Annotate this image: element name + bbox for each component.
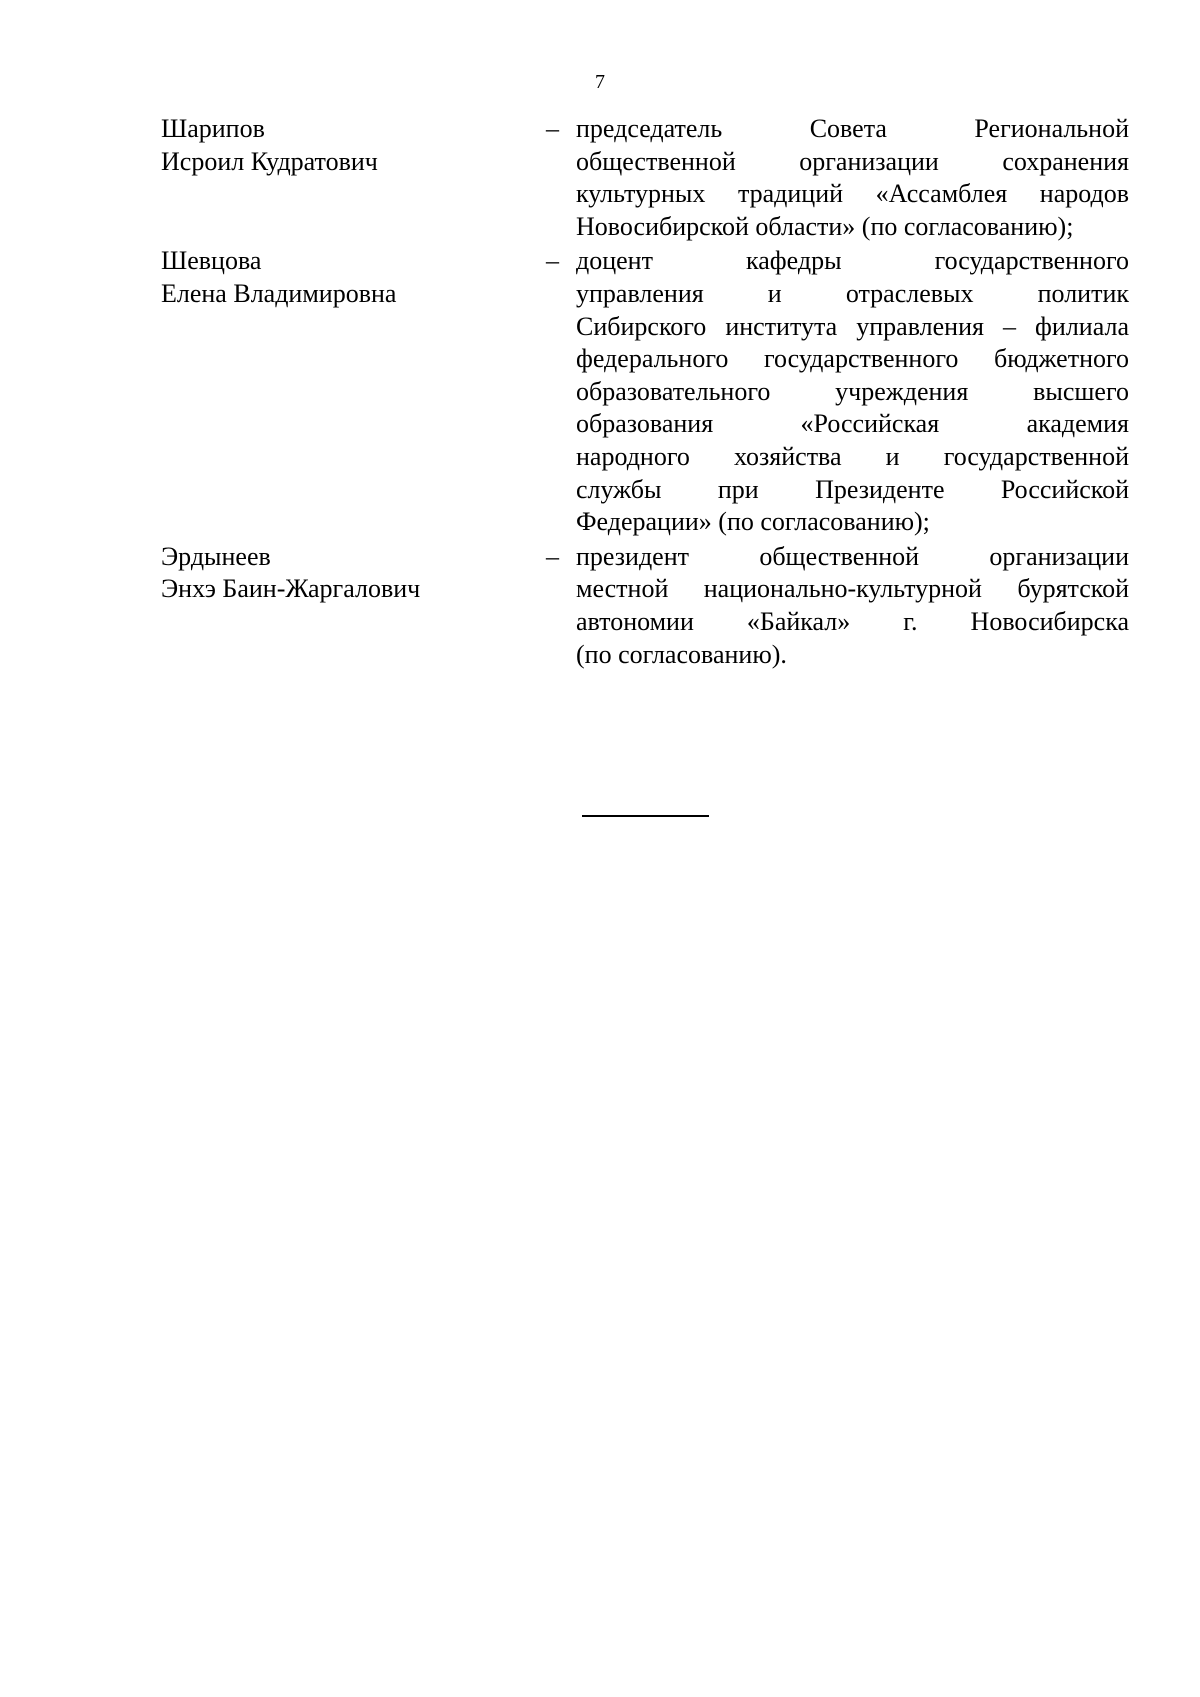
member-surname: Эрдынеев [161, 541, 271, 571]
position-line: культурных традиций «Ассамблея народов [576, 179, 1129, 209]
position-line: общественной организации сохранения [576, 146, 1129, 176]
member-surname: Шарипов [161, 114, 265, 143]
position-line: доцент кафедры государственного [576, 246, 1129, 276]
position-line: Федерации» (по согласованию); [576, 507, 930, 537]
member-position [576, 541, 1129, 671]
position-line: народного хозяйства и государственной [576, 441, 1129, 471]
position-line: образования «Российская академия [576, 409, 1129, 439]
position-line: президент общественной организации [576, 541, 1129, 571]
end-of-list-rule [582, 815, 709, 817]
position-line: Сибирского института управления – филиала [576, 311, 1129, 341]
list-item [161, 113, 1131, 243]
position-line: местной национально-культурной бурятской [576, 574, 1129, 604]
position-line: управления и отраслевых политик [576, 278, 1129, 308]
separator-dash: – [546, 246, 559, 276]
position-line: автономии «Байкал» г. Новосибирска [576, 606, 1129, 636]
list-item [161, 541, 1131, 671]
member-name [161, 245, 546, 538]
member-given-names: Энхэ Баин-Жаргалович [161, 574, 421, 604]
member-name [161, 113, 546, 243]
member-position [576, 113, 1129, 243]
position-line: образовательного учреждения высшего [576, 376, 1129, 406]
separator-dash: – [546, 114, 559, 143]
separator-dash: – [546, 541, 559, 571]
position-line: федерального государственного бюджетного [576, 344, 1129, 374]
position-line: (по согласованию). [576, 639, 787, 669]
page-number: 7 [595, 71, 605, 93]
member-given-names: Исроил Кудратович [161, 146, 378, 176]
position-line: председатель Совета Региональной [576, 114, 1129, 143]
member-position [576, 245, 1129, 538]
position-line: Новосибирской области» (по согласованию); [576, 211, 1074, 241]
member-given-names: Елена Владимировна [161, 278, 397, 308]
member-surname: Шевцова [161, 246, 262, 276]
member-list [161, 113, 1131, 671]
member-name [161, 541, 546, 671]
position-line: службы при Президенте Российской [576, 474, 1129, 504]
list-item [161, 245, 1131, 538]
